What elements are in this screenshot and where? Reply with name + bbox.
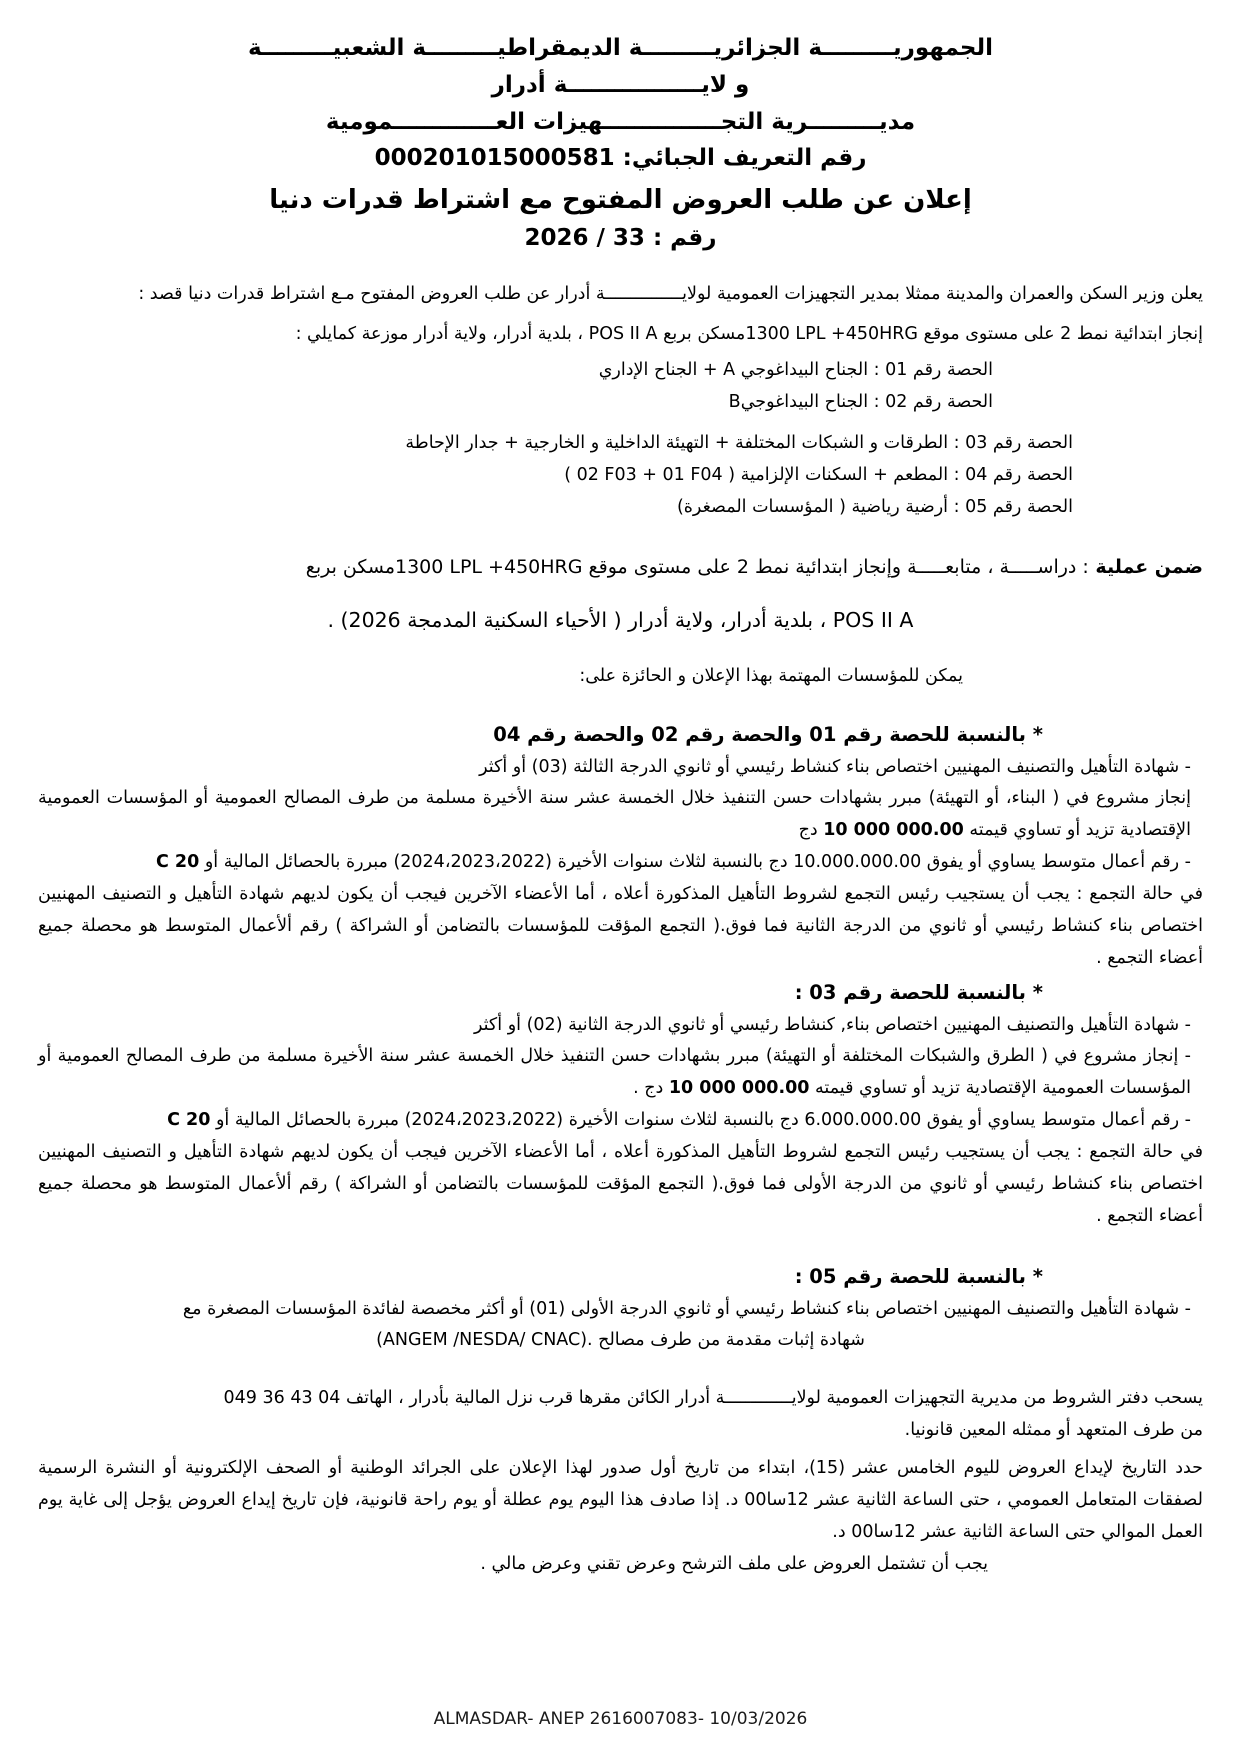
deadline-paragraph: حدد التاريخ لإيداع العروض لليوم الخامس عشر (15)، ابتداء من تاريخ أول صدور لهذا الإعلان على الجرائد الوطنية أو الصحف الإلكترونية أو النشرة الرسمية لصفقات المتعامل العمومي ، حتى الساعة الثانية عشر 12سا00 د. إذا صادف هذا اليوم يوم عطلة أو يوم راحة قانونية، فإن تاريخ إيداع العروض يؤجل إلى غاية يوم العمل الموالي حتى الساعة الثانية عشر 12سا00 د. [38,1457,1203,1542]
section-lot-5 [38,1260,1203,1357]
operation-block [38,550,1203,637]
operation-line-1: ضمن عملية : دراســـــة ، متابعـــــة وإنجاز ابتدائية نمط 2 على مستوى موقع 1300 LPL +450HRGمسكن بربع [305,555,1203,578]
operation-line-2-pos: POS II A ، بلدية أدرار، ولاية أدرار ( الأحياء السكنية المدمجة 2026) . [327,608,914,633]
section-3-heading: * بالنسبة للحصة رقم 03 : [794,981,1043,1005]
tax-id-line: رقم التعريف الجبائي: 000201015000581 [374,145,867,172]
document-header [38,30,1203,257]
directorate-header-line: مديـــــــــرية التجـــــــــــــــهيزات العـــــــــــــمومية [325,108,916,135]
lot-05-line: الحصة رقم 05 : أرضية رياضية ( المؤسسات المصغرة) [676,497,1073,518]
anep-footer-line: ALMASDAR- ANEP 2616007083- 10/03/2026 [433,1709,808,1729]
section-1-2-4-bullet-2: إنجاز مشروع في ( البناء، أو التهيئة) مبرر بشهادات حسن التنفيذ خلال الخمسة عشر سنة الأخيرة مسلمة من طرف المصالح العمومية أو المؤسسات العمومية الإقتصادية تزيد أو تساوي قيمته 10 000 000.00 دج [38,788,1191,841]
project-object-line: إنجاز ابتدائية نمط 2 على مستوى موقع 1300 LPL +450HRGمسكن بربع POS II A ، بلدية أدرار، ولاية أدرار موزعة كمايلي : [295,323,1203,344]
minister-announce-paragraph: يعلن وزير السكن والعمران والمدينة ممثلا بمدير التجهيزات العمومية لولايـــــــــــــــة أدرار عن طلب العروض المفتوح مـع اشتراط قدرات دنيا قصد : [138,283,1203,304]
lots-list [38,355,1203,524]
section-1-2-4-heading: * بالنسبة للحصة رقم 01 والحصة رقم 02 والحصة رقم 04 [493,723,1043,747]
specs-withdrawal-paragraph: يسحب دفتر الشروط من مديرية التجهيزات العمومية لولايـــــــــــــة أدرار الكائن مقرها قرب نزل المالية بأدرار ، الهاتف 049 36 43 04 [223,1388,1203,1409]
section-lots-1-2-4 [38,718,1203,974]
section-1-2-4-bullet-3: - رقم أعمال متوسط يساوي أو يفوق 10.000.000.00 دج بالنسبة لثلاث سنوات الأخيرة (2024،2023،2022) مبررة بالحصائل المالية أو C 20 [155,852,1191,873]
lot-04-line: الحصة رقم 04 : المطعم + السكنات الإلزامية ( 02 F03 + 01 F04 ) [564,465,1073,486]
section-lot-3 [38,976,1203,1232]
section-5-heading: * بالنسبة للحصة رقم 05 : [794,1265,1043,1289]
lot-02-line: الحصة رقم 02 : الجناح البيداغوجيB [728,391,993,412]
section-1-2-4-bullet-1: - شهادة التأهيل والتصنيف المهنيين اختصاص بناء كنشاط رئيسي أو ثانوي الدرجة الثالثة (03) أو أكثر [479,756,1191,777]
section-3-bullet-3: - رقم أعمال متوسط يساوي أو يفوق 6.000.000.00 دج بالنسبة لثلاث سنوات الأخيرة (2024،2023،2022) مبررة بالحصائل المالية أو C 20 [167,1110,1191,1131]
lot-01-line: الحصة رقم 01 : الجناح البيداغوجي A + الجناح الإداري [598,359,993,380]
section-5-proof-line: شهادة إثبات مقدمة من طرف مصالح .(ANGEM /NESDA/ CNAC) [376,1330,865,1351]
section-5-bullet-1: - شهادة التأهيل والتصنيف المهنيين اختصاص بناء كنشاط رئيسي أو ثانوي الدرجة الأولى (01) أو أكثر مخصصة لفائدة المؤسسات المصغرة مع [182,1298,1191,1319]
wilaya-header-line: و لايـــــــــــــــــة أدرار [491,71,750,98]
section-3-grouping-note: في حالة التجمع : يجب أن يستجيب رئيس التجمع لشروط التأهيل المذكورة أعلاه ، أما الأعضاء الآخرين فيجب أن يكون لديهم شهادة التأهيل و التصنيف المهنيين اختصاص بناء كنشاط رئيسي أو ثانوي من الدرجة الأولى فما فوق.( التجمع المؤقت للمؤسسات بالتضامن أو الشراكة ) رقم ألأعمال المتوسط هو محصلة جميع أعضاء التجمع . [38,1141,1203,1226]
offers-content-line: يجب أن تشتمل العروض على ملف الترشح وعرض تقني وعرض مالي . [480,1553,988,1574]
section-1-2-4-grouping-note: في حالة التجمع : يجب أن يستجيب رئيس التجمع لشروط التأهيل المذكورة أعلاه ، أما الأعضاء الآخرين فيجب أن يكون لديهم شهادة التأهيل و التصنيف المهنيين اختصاص بناء كنشاط رئيسي أو ثانوي من الدرجة الثانية فما فوق.( التجمع المؤقت للمؤسسات بالتضامن أو الشراكة ) رقم ألأعمال المتوسط هو محصلة جميع أعضاء التجمع . [38,883,1203,968]
republic-header-line: الجمهوريـــــــــة الجزائريـــــــــة الديمقراطيـــــــــة الشعبيـــــــــة [247,35,994,61]
section-3-bullet-2: - إنجاز مشروع في ( الطرق والشبكات المختلفة أو التهيئة) مبرر بشهادات حسن التنفيذ خلال الخمسة عشر سنة الأخيرة مسلمة من طرف المصالح العمومية أو المؤسسات العمومية الإقتصادية تزيد أو تساوي قيمته 10 000 000.00 دج . [38,1046,1191,1099]
announcement-title: إعلان عن طلب العروض المفتوح مع اشتراط قدرات دنيا [269,185,972,216]
lot-03-line: الحصة رقم 03 : الطرقات و الشبكات المختلفة + التهيئة الداخلية و الخارجية + جدار الإحاطة [405,433,1073,454]
section-3-bullet-1: - شهادة التأهيل والتصنيف المهنيين اختصاص بناء, كنشاط رئيسي أو ثانوي الدرجة الثانية (02) أو أكثر [474,1014,1191,1035]
eligibility-intro-line: يمكن للمؤسسات المهتمة بهذا الإعلان و الحائزة على: [579,665,963,686]
announcement-number-line: رقم : 2026 / 33 [524,225,717,252]
specs-withdrawal-line-2: من طرف المتعهد أو ممثله المعين قانونيا. [904,1420,1203,1441]
